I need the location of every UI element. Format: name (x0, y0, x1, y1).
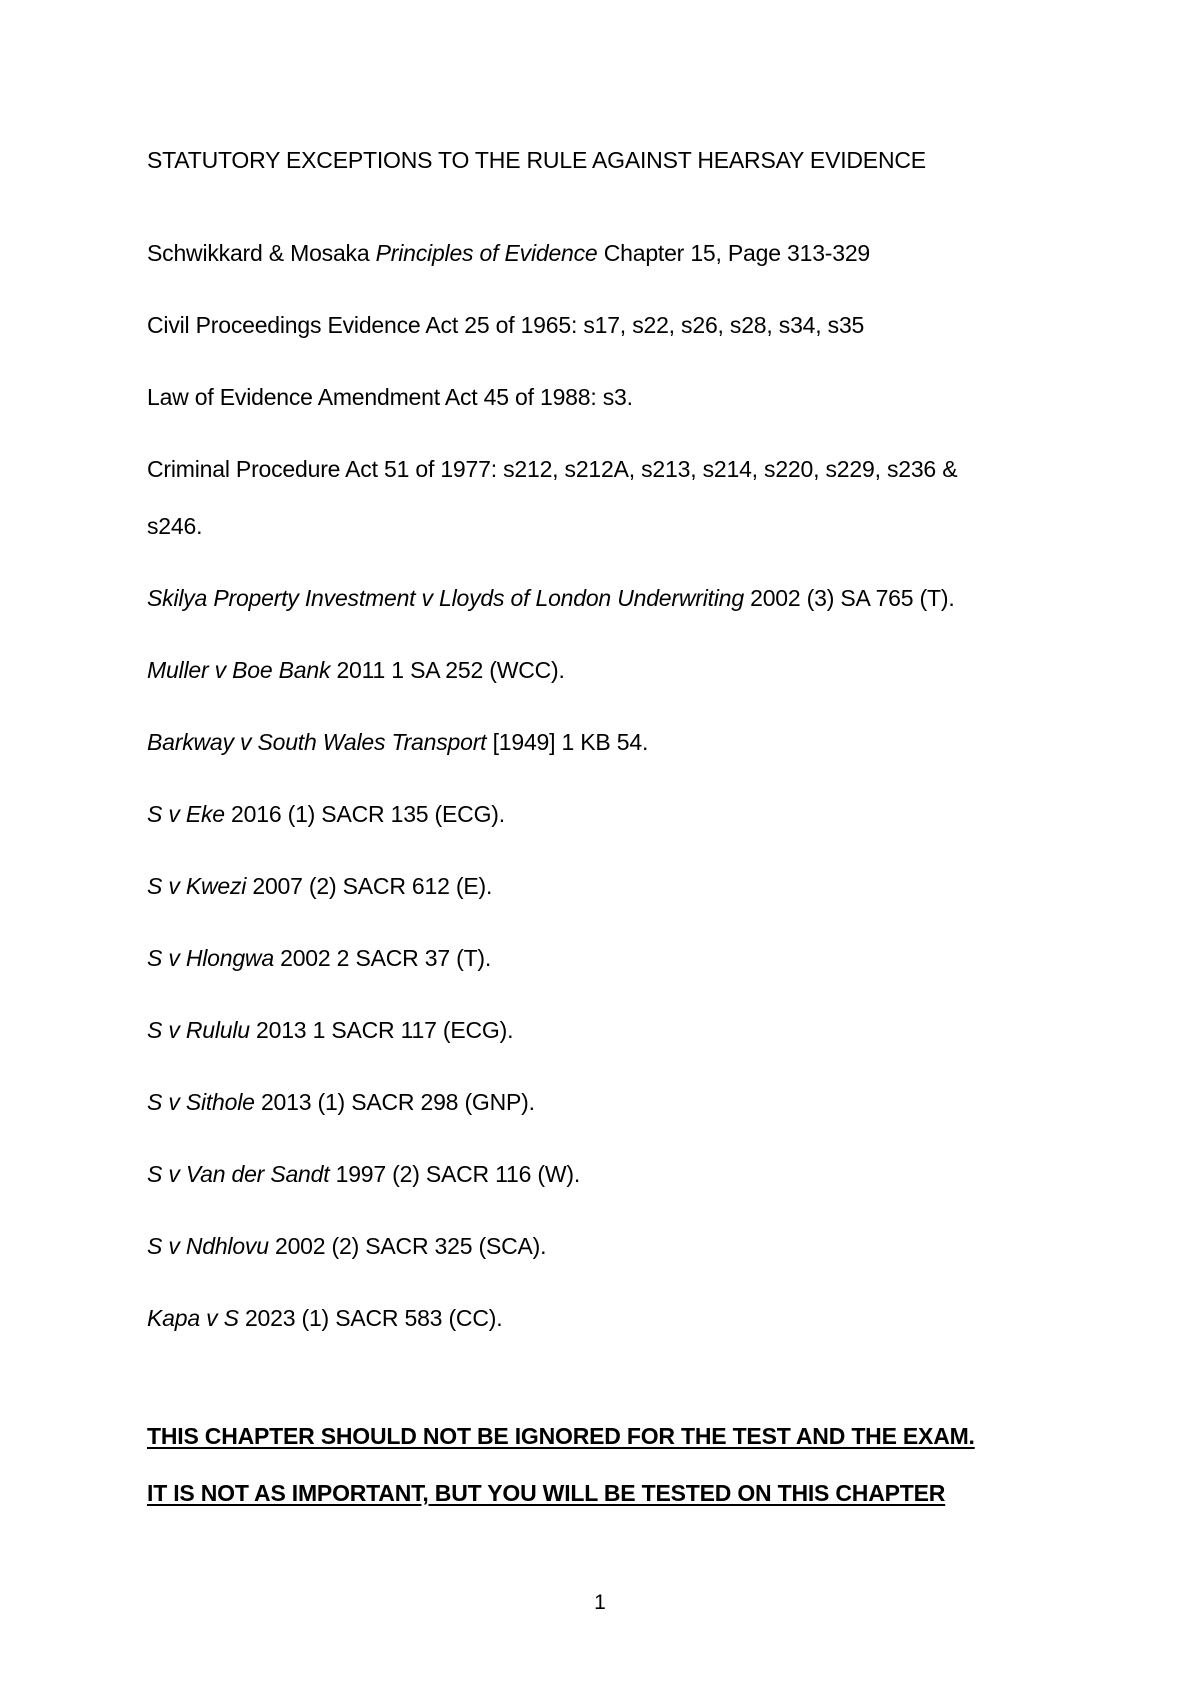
page-number: 1 (594, 1591, 606, 1614)
case-name: S v Rululu (147, 1017, 250, 1043)
case-item (147, 583, 955, 613)
case-name: S v Eke (147, 801, 225, 827)
case-citation: 2016 (1) SACR 135 (ECG). (224, 801, 505, 827)
case-citation: 1997 (2) SACR 116 (W). (329, 1161, 581, 1187)
case-item (147, 1087, 535, 1117)
case-item (147, 727, 648, 757)
reference-amendment-act (147, 382, 633, 412)
case-name: Kapa v S (147, 1305, 239, 1331)
case-citation: 2013 (1) SACR 298 (GNP). (254, 1089, 535, 1115)
case-item (147, 1231, 546, 1261)
reference-textbook (147, 238, 870, 268)
case-name: S v Kwezi (147, 873, 247, 899)
case-citation: 2002 2 SACR 37 (T). (273, 945, 492, 971)
reference-criminal-procedure-act-cont (147, 511, 202, 541)
case-name: S v Ndhlovu (147, 1233, 269, 1259)
case-name: Muller v Boe Bank (147, 657, 331, 683)
case-name: Barkway v South Wales Transport (147, 729, 487, 755)
case-name: S v Hlongwa (147, 945, 274, 971)
exam-warning-line-2: IT IS NOT AS IMPORTANT, BUT YOU WILL BE TESTED ON THIS CHAPTER (147, 1480, 946, 1506)
case-name: Skilya Property Investment v Lloyds of London Underwriting (147, 585, 744, 611)
reference-text: Chapter 15, Page 313-329 (597, 240, 871, 266)
reference-text: Schwikkard & Mosaka (147, 240, 376, 266)
case-citation: 2002 (2) SACR 325 (SCA). (268, 1233, 547, 1259)
case-citation: 2023 (1) SACR 583 (CC). (238, 1305, 503, 1331)
case-item (147, 655, 565, 685)
case-citation: 2007 (2) SACR 612 (E). (246, 873, 493, 899)
reference-text: Criminal Procedure Act 51 of 1977: s212, s212A, s213, s214, s220, s229, s236 & (147, 456, 958, 482)
case-name: S v Van der Sandt (147, 1161, 330, 1187)
document-title: STATUTORY EXCEPTIONS TO THE RULE AGAINST HEARSAY EVIDENCE (147, 147, 926, 173)
case-citation: 2002 (3) SA 765 (T). (743, 585, 955, 611)
case-item (147, 799, 505, 829)
reference-text: Civil Proceedings Evidence Act 25 of 1965: s17, s22, s26, s28, s34, s35 (147, 312, 865, 338)
reference-text: s246. (147, 513, 203, 539)
case-item (147, 1159, 580, 1189)
case-item (147, 1303, 502, 1333)
case-item (147, 871, 492, 901)
case-item (147, 943, 491, 973)
reference-civil-act (147, 310, 864, 340)
reference-text: Law of Evidence Amendment Act 45 of 1988: s3. (147, 384, 633, 410)
case-name: S v Sithole (147, 1089, 255, 1115)
reference-book-title: Principles of Evidence (375, 240, 598, 266)
case-citation: [1949] 1 KB 54. (486, 729, 649, 755)
case-citation: 2013 1 SACR 117 (ECG). (249, 1017, 514, 1043)
case-citation: 2011 1 SA 252 (WCC). (330, 657, 565, 683)
reference-criminal-procedure-act (147, 454, 957, 484)
case-item (147, 1015, 513, 1045)
exam-warning-line-1: THIS CHAPTER SHOULD NOT BE IGNORED FOR THE TEST AND THE EXAM. (147, 1423, 975, 1449)
